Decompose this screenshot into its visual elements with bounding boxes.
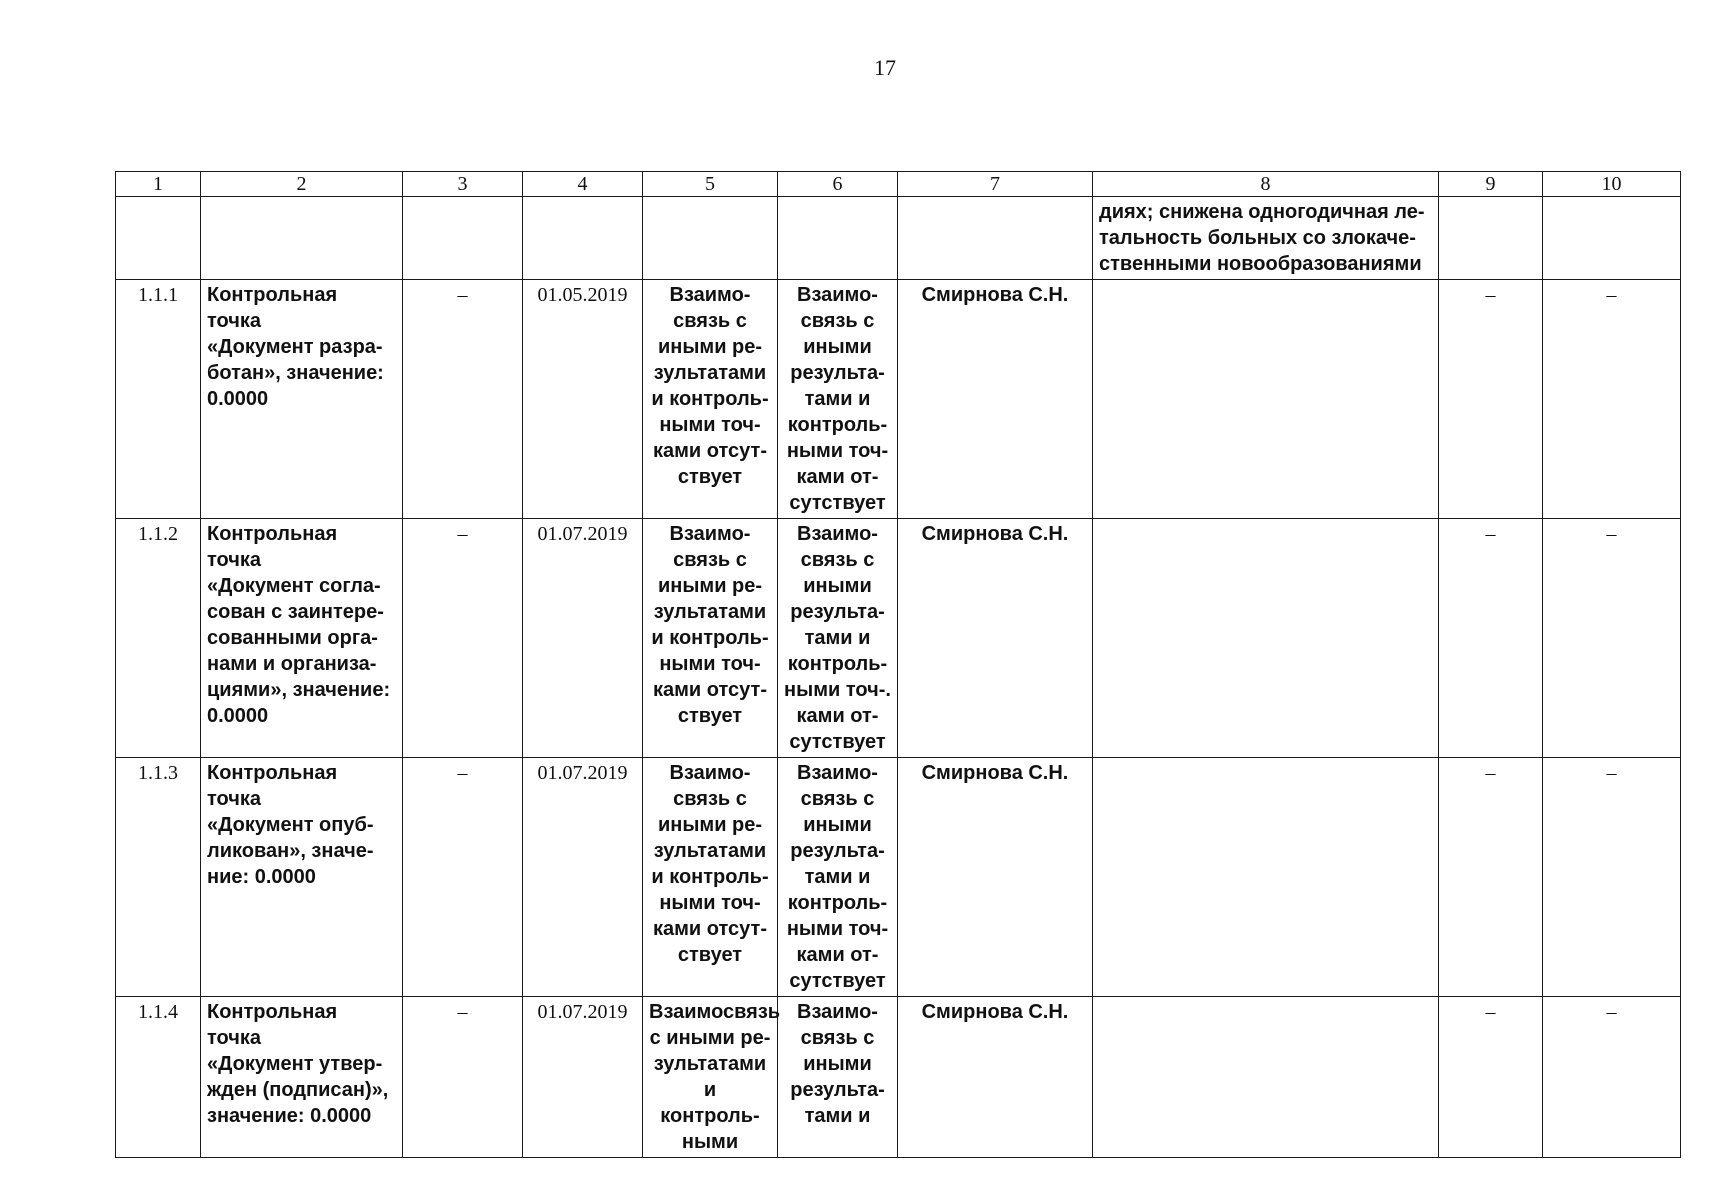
text-line: тами и [804, 388, 871, 410]
cell-empty [1543, 197, 1681, 280]
row-col9: – [1439, 758, 1543, 997]
text-line: Взаимо- [669, 762, 751, 784]
text-line: «Документ утвер- [207, 1053, 383, 1075]
row-col3: – [403, 519, 523, 758]
text-line: Взаимосвязь [649, 1001, 781, 1023]
text-line: ствует [677, 466, 743, 488]
text-line: тами и [804, 1105, 871, 1127]
text-line: и контроль- [651, 627, 769, 649]
text-line: диях; снижена одногодичная ле- [1099, 201, 1425, 223]
table-row [116, 280, 1681, 519]
text-line: зультатами [653, 601, 767, 623]
cell-empty [778, 197, 898, 280]
text-line: «Документ согла- [207, 575, 381, 597]
text-line: ствует [677, 705, 743, 727]
text-line: сован с заинтере- [207, 601, 384, 623]
text-line: тами и [804, 627, 871, 649]
text-line: иными ре- [657, 336, 763, 358]
text-line: ликован», значе- [207, 840, 374, 862]
text-line: зультатами [653, 840, 767, 862]
text-line: ными точ- [659, 892, 761, 914]
cell-empty [898, 197, 1093, 280]
row-date: 01.07.2019 [523, 758, 643, 997]
text-line: контроль- [787, 414, 888, 436]
table-row [116, 758, 1681, 997]
row-col10: – [1543, 997, 1681, 1158]
text-line: ными точ- [659, 414, 761, 436]
text-line: тами и [804, 866, 871, 888]
row-date: 01.05.2019 [523, 280, 643, 519]
text-line: 0.0000 [207, 705, 269, 727]
text-line: с иными ре- [649, 1027, 771, 1049]
text-line: ными точ- [786, 918, 889, 940]
text-line: связь с [800, 310, 875, 332]
row-col6 [778, 758, 898, 997]
row-col5 [643, 758, 778, 997]
text-line: Контрольная точка [207, 762, 338, 810]
column-header-5: 5 [643, 172, 778, 197]
row-number: 1.1.3 [116, 758, 201, 997]
text-line: ками от- [796, 705, 879, 727]
text-line: значение: 0.0000 [207, 1105, 372, 1127]
row-description [201, 280, 403, 519]
column-header-1: 1 [116, 172, 201, 197]
column-header-2: 2 [201, 172, 403, 197]
cell-empty [116, 197, 201, 280]
text-line: результа- [790, 601, 885, 623]
row-description [201, 758, 403, 997]
text-line: иными ре- [657, 814, 763, 836]
cell-empty [643, 197, 778, 280]
row-responsible: Смирнова С.Н. [898, 280, 1093, 519]
text-line: связь с [800, 1027, 875, 1049]
column-header-9: 9 [1439, 172, 1543, 197]
row-col9: – [1439, 997, 1543, 1158]
text-line: Взаимо- [669, 523, 751, 545]
row-col10: – [1543, 758, 1681, 997]
text-line: иными [803, 1053, 872, 1075]
text-line: ными [681, 1131, 739, 1153]
text-line: сутствует [789, 970, 886, 992]
row-col9: – [1439, 280, 1543, 519]
page-number: 17 [874, 55, 896, 80]
text-line: контроль- [660, 1105, 760, 1127]
row-col3: – [403, 280, 523, 519]
text-line: сутствует [789, 492, 886, 514]
text-line: иными [803, 336, 872, 358]
row-number: 1.1.2 [116, 519, 201, 758]
text-line: и контроль- [651, 388, 769, 410]
row-number: 1.1.1 [116, 280, 201, 519]
text-line: Контрольная точка [207, 523, 338, 571]
text-line: ками отсут- [653, 440, 767, 462]
row-col5 [643, 280, 778, 519]
text-line: результа- [790, 840, 885, 862]
row-responsible: Смирнова С.Н. [898, 758, 1093, 997]
column-header-7: 7 [898, 172, 1093, 197]
text-line: зультатами и [653, 1053, 767, 1101]
text-line: связь с [673, 310, 747, 332]
cell-empty [201, 197, 403, 280]
text-line: нами и организа- [207, 653, 377, 675]
row-col9: – [1439, 519, 1543, 758]
table-row [116, 519, 1681, 758]
cell-empty [523, 197, 643, 280]
row-col8 [1093, 997, 1439, 1158]
column-header-8: 8 [1093, 172, 1439, 197]
continuation-row [116, 197, 1681, 280]
row-col8 [1093, 758, 1439, 997]
control-points-table [115, 171, 1681, 1158]
text-line: ственными новообразованиями [1099, 253, 1422, 275]
row-col5 [643, 997, 781, 1158]
text-line: Контрольная точка [207, 1001, 338, 1049]
text-line: ными точ- [786, 440, 889, 462]
row-col8 [1093, 519, 1439, 758]
text-line: результа- [790, 362, 885, 384]
row-col6 [778, 280, 898, 519]
text-line: «Документ опуб- [207, 814, 374, 836]
text-line: ками от- [796, 944, 879, 966]
row-col3: – [403, 997, 523, 1158]
text-line: Взаимо- [797, 284, 878, 306]
text-line: Взаимо- [797, 1001, 878, 1023]
text-line: иными ре- [657, 575, 763, 597]
text-line: ными точ-. [784, 679, 891, 701]
row-responsible: Смирнова С.Н. [898, 997, 1093, 1158]
row-date: 01.07.2019 [523, 519, 643, 758]
text-line: связь с [673, 549, 747, 571]
text-line: ками от- [796, 466, 879, 488]
column-number-header-row [116, 172, 1681, 197]
cell-empty [403, 197, 523, 280]
row-description [201, 997, 403, 1158]
text-line: контроль- [787, 653, 888, 675]
table-row [116, 997, 1681, 1158]
text-line: ками отсут- [653, 679, 767, 701]
text-line: связь с [800, 788, 875, 810]
text-line: ствует [677, 944, 743, 966]
text-line: циями», значение: [207, 679, 391, 701]
column-header-6: 6 [778, 172, 898, 197]
text-line: Взаимо- [797, 762, 878, 784]
text-line: Взаимо- [797, 523, 878, 545]
text-line: ботан», значение: [207, 362, 384, 384]
row-description [201, 519, 403, 758]
text-line: Взаимо- [669, 284, 751, 306]
text-line: и контроль- [651, 866, 769, 888]
text-line: связь с [673, 788, 747, 810]
text-line: тальность больных со злокаче- [1099, 227, 1416, 249]
row-col3: – [403, 758, 523, 997]
text-line: результа- [790, 1079, 885, 1101]
column-header-3: 3 [403, 172, 523, 197]
column-header-4: 4 [523, 172, 643, 197]
row-responsible: Смирнова С.Н. [898, 519, 1093, 758]
text-line: сованными орга- [207, 627, 378, 649]
row-number: 1.1.4 [116, 997, 201, 1158]
row-date: 01.07.2019 [523, 997, 643, 1158]
text-line: «Документ разра- [207, 336, 383, 358]
text-line: ками отсут- [653, 918, 767, 940]
text-line: иными [803, 814, 872, 836]
text-line: зультатами [653, 362, 767, 384]
text-line: жден (подписан)», [207, 1079, 389, 1101]
row-col6 [778, 997, 898, 1158]
text-line: связь с [800, 549, 875, 571]
row-col10: – [1543, 519, 1681, 758]
cell-empty [1439, 197, 1543, 280]
row-col6 [778, 519, 898, 758]
text-line: ными точ- [659, 653, 761, 675]
row-col10: – [1543, 280, 1681, 519]
row-col8 [1093, 280, 1439, 519]
text-line: Контрольная точка [207, 284, 338, 332]
row-col5 [643, 519, 778, 758]
text-line: иными [803, 575, 872, 597]
text-line: ние: 0.0000 [207, 866, 316, 888]
text-line: контроль- [787, 892, 888, 914]
text-line: сутствует [789, 731, 886, 753]
text-line: 0.0000 [207, 388, 269, 410]
column-header-10: 10 [1543, 172, 1681, 197]
continued-result-text [1093, 197, 1439, 280]
